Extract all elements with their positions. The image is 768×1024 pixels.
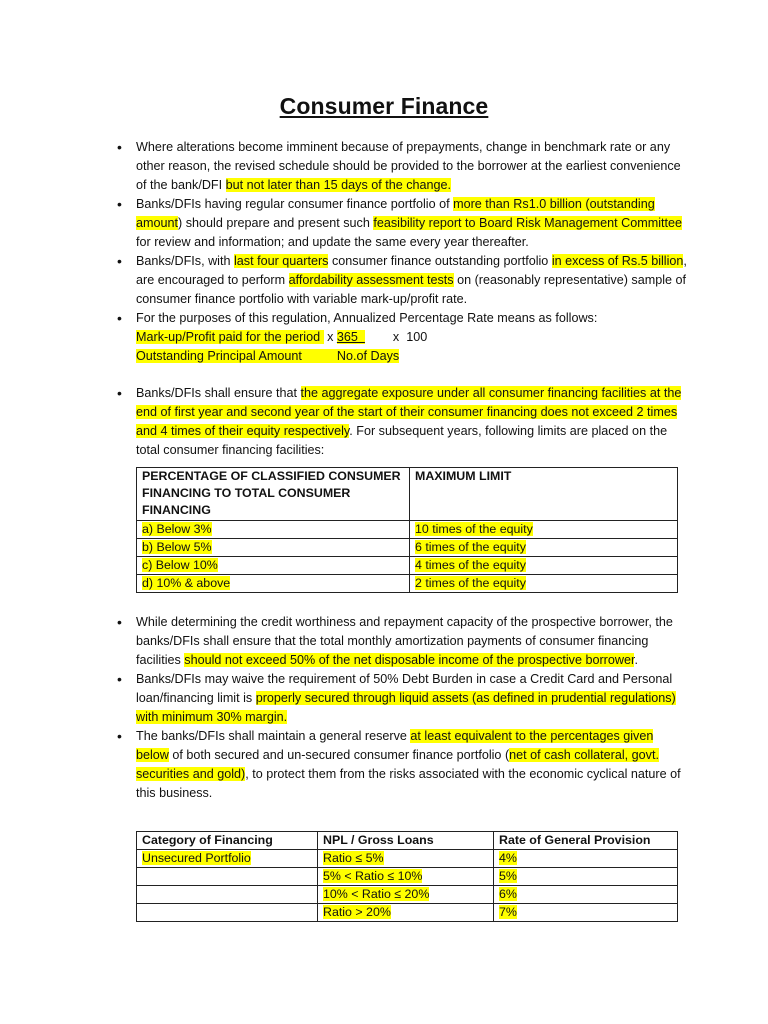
table-row: d) 10% & above 2 times of the equity [137, 575, 678, 593]
table-header-cell: Rate of General Provision [494, 832, 678, 850]
highlight-board-risk: feasibility report to Board Risk Management Committee [373, 216, 683, 230]
bullet-list-bottom [117, 613, 689, 803]
bullet-debt-burden: • Banks/DFIs may waive the requirement of 50% Debt Burden in case a Credit Card and Personal loan/financing limit is properly secured through liquid assets (as defined in prudential regulations) with minimum 30% margin. [117, 670, 689, 727]
highlight-aggregate-exposure: the aggregate exposure under all consumer financing facilities at the end of first year and second year of the start of their consumer financing does not exceed 2 times and 4 times of their equity respectively [136, 386, 682, 438]
table-header-row [137, 468, 678, 521]
bullet-feasibility-report: • Banks/DFIs having regular consumer finance portfolio of more than Rs1.0 billion (outstanding amount) should prepare and present such feasibility report to Board Risk Management Committee for review and information; and update the same every year thereafter. [117, 195, 689, 252]
table-header-cell: Category of Financing [137, 832, 318, 850]
table-row: 10% < Ratio ≤ 20% 6% [137, 886, 678, 904]
highlight-liquid-assets: properly secured through liquid assets (as defined in prudential regulations) with minimum 30% margin. [136, 691, 676, 724]
bullet-general-reserve: • The banks/DFIs shall maintain a general reserve at least equivalent to the percentages given below of both secured and un-secured consumer finance portfolio (net of cash collateral, govt. securities and gold), to protect them from the risks associated with the economic cyclical nature of this business. [117, 727, 689, 803]
bullet-affordability: • Banks/DFIs, with last four quarters consumer finance outstanding portfolio in excess of Rs.5 billion, are encouraged to perform affordability assessment tests on (reasonably representative) sample of consumer finance portfolio with variable mark-up/profit rate. [117, 252, 689, 309]
table-row: b) Below 5% 6 times of the equity [137, 539, 678, 557]
table-row: Ratio > 20% 7% [137, 904, 678, 922]
page-title: Consumer Finance [279, 93, 489, 119]
highlight-percentages-below: at least equivalent to the percentages given below [136, 729, 654, 762]
bullet-credit-worthiness: • While determining the credit worthiness and repayment capacity of the prospective borrower, the banks/DFIs shall ensure that the total monthly amortization payments of consumer financing facilities should not exceed 50% of the net disposable income of the prospective borrower. [117, 613, 689, 670]
apr-formula-numerator: Mark-up/Profit paid for the period x 365 x 100 [136, 330, 428, 344]
highlight-rs5-billion: in excess of Rs.5 billion [551, 254, 684, 268]
table-header-row [137, 832, 678, 850]
table-row: a) Below 3% 10 times of the equity [137, 521, 678, 539]
table-header-cell: NPL / Gross Loans [318, 832, 494, 850]
table-row: Unsecured Portfolio Ratio ≤ 5% 4% [137, 850, 678, 868]
highlight-rs1-billion: more than Rs1.0 billion (outstanding amount [136, 197, 655, 230]
highlight-net-of-collateral: net of cash collateral, govt. securities and gold) [136, 748, 659, 781]
highlight-affordability-tests: affordability assessment tests [288, 273, 454, 287]
bullet-list-exposure [117, 384, 689, 460]
provision-table [136, 831, 678, 922]
apr-formula-denominator: Outstanding Principal Amount No.of Days [136, 349, 400, 363]
bullet-apr: • For the purposes of this regulation, Annualized Percentage Rate means as follows: Mark-up/Profit paid for the period x 365 x 100 Outstanding Principal Amount No.of Days [117, 309, 689, 366]
bullet-list-top [117, 138, 689, 366]
bullet-revised-schedule: • Where alterations become imminent because of prepayments, change in benchmark rate or any other reason, the revised schedule should be provided to the borrower at the earliest convenience of the bank/DFI but not later than 15 days of the change. [117, 138, 689, 195]
highlight-four-quarters: last four quarters [233, 254, 329, 268]
table-row: 5% < Ratio ≤ 10% 5% [137, 868, 678, 886]
table-row: c) Below 10% 4 times of the equity [137, 557, 678, 575]
limits-table [136, 467, 678, 593]
table-header-cell: PERCENTAGE OF CLASSIFIED CONSUMER FINANCING TO TOTAL CONSUMER FINANCING [137, 468, 410, 521]
table-header-cell: MAXIMUM LIMIT [410, 468, 678, 521]
highlight-50-percent: should not exceed 50% of the net disposable income of the prospective borrower [184, 653, 635, 667]
apr-formula [136, 328, 689, 366]
bullet-aggregate-exposure: • Banks/DFIs shall ensure that the aggregate exposure under all consumer financing facilities at the end of first year and second year of the start of their consumer financing does not exceed 2 times and 4 times of their equity respectively. For subsequent years, following limits are placed on the total consumer financing facilities: [117, 384, 689, 460]
highlight-15-days: but not later than 15 days of the change. [225, 178, 452, 192]
